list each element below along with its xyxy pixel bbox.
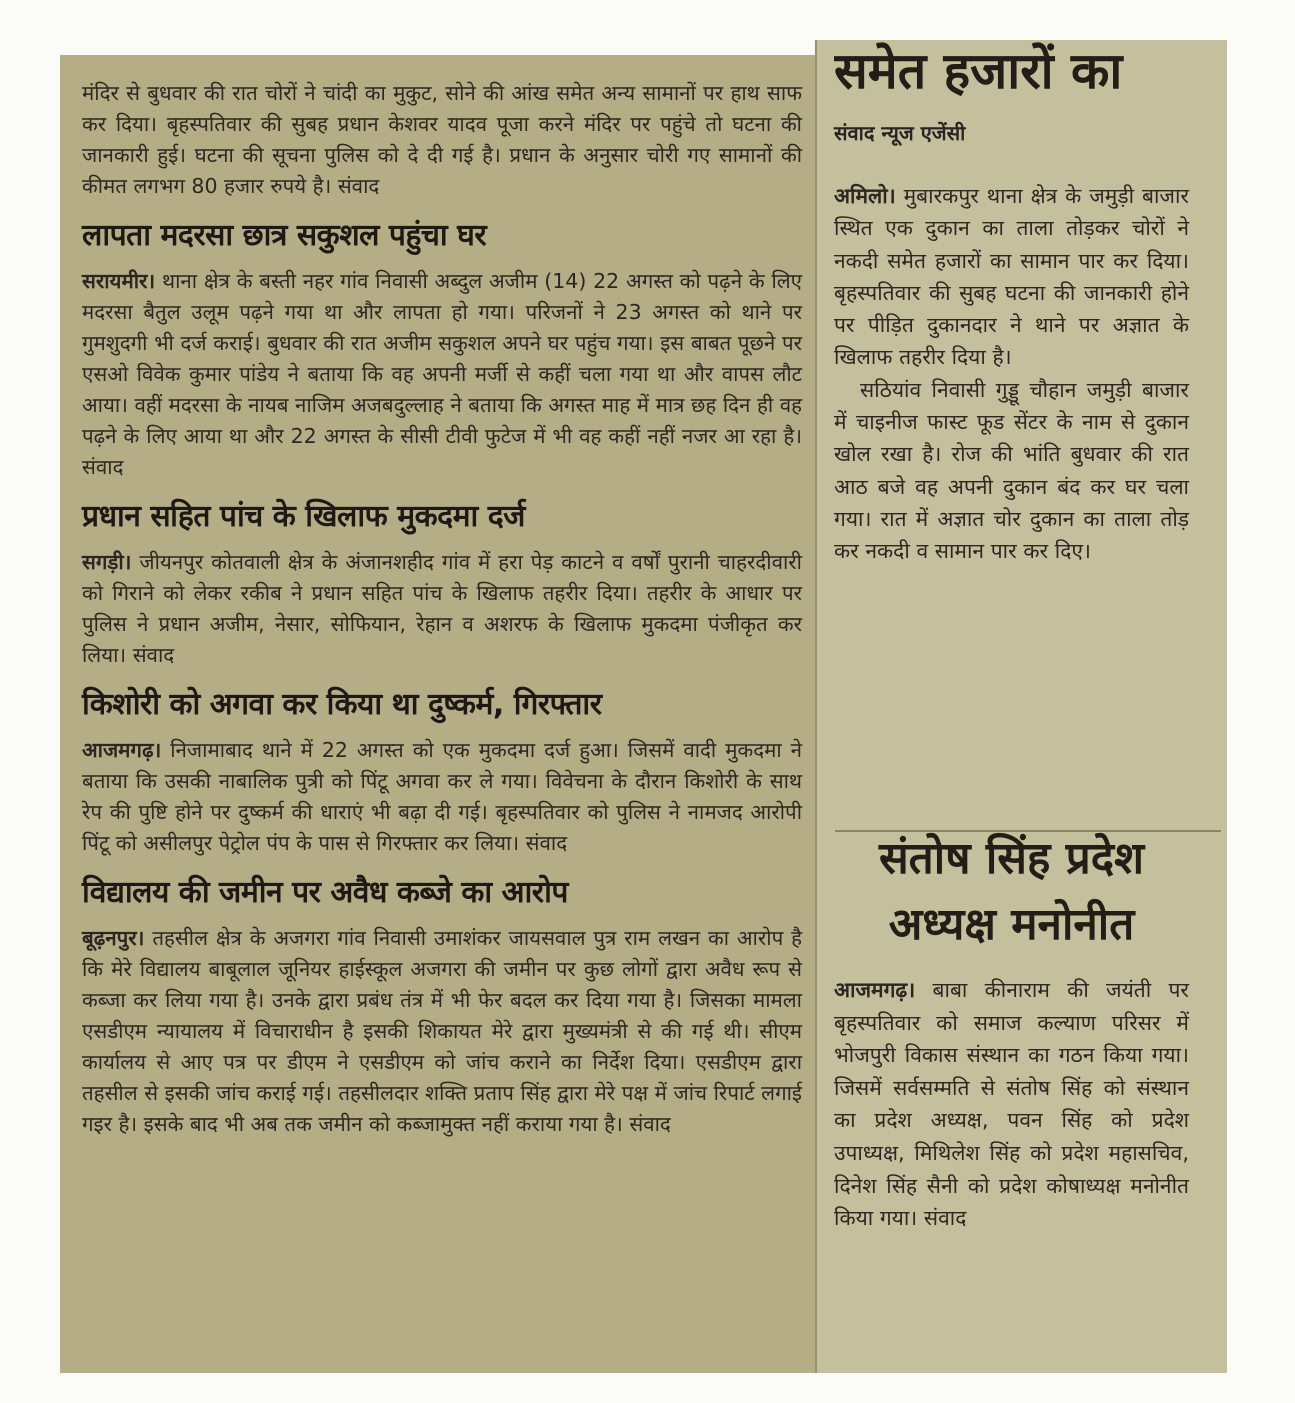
story-text: मुबारकपुर थाना क्षेत्र के जमुड़ी बाजार स्थित एक दुकान का ताला तोड़कर चोरों ने नकदी समेत हजारों का सामान पार कर दिया। बृहस्पतिवार की सुबह घटना की जानकारी होने पर पीड़ित दुकानदार ने थाने पर अज्ञात के खिलाफ तहरीर दिया है। <box>834 184 1189 370</box>
column-divider <box>815 40 817 1373</box>
left-column <box>82 78 802 1140</box>
story-body <box>82 923 802 1140</box>
story-dateline: अमिलो। <box>834 184 896 208</box>
story-text: तहसील क्षेत्र के अजगरा गांव निवासी उमाशंकर जायसवाल पुत्र राम लखन का आरोप है कि मेरे विद्यालय बाबूलाल जूनियर हाईस्कूल अजगरा की जमीन पर कुछ लोगों द्वारा अवैध रूप से कब्जा कर लिया गया है। उनके द्वारा प्रबंध तंत्र में भी फेर बदल कर दिया गया है। जिसका मामला एसडीएम न्यायालय में विचाराधीन है इसकी शिकायत मेरे द्वारा मुख्यमंत्री से की गई थी। सीएम कार्यालय से आए पत्र पर डीएम ने एसडीएम को जांच कराने का निर्देश दिया। एसडीएम द्वारा तहसील से इसकी जांच कराई गई। तहसीलदार शक्ति प्रताप सिंह द्वारा मेरे पक्ष में जांच रिपार्ट लगाई गइर है। इसके बाद भी अब तक जमीन को कब्जामुक्त नहीं कराया गया है। संवाद <box>82 926 802 1136</box>
story-dateline: सगड़ी। <box>82 550 132 574</box>
story-dateline: आजमगढ़। <box>82 738 162 762</box>
story-headline: लापता मदरसा छात्र सकुशल पहुंचा घर <box>82 218 487 253</box>
story-arrest <box>82 685 802 859</box>
story-body-second: सठियांव निवासी गुड्डू चौहान जमुड़ी बाजार में चाइनीज फास्ट फूड सेंटर के नाम से दुकान खोल रखा है। रोज की भांति बुधवार की रात आठ बजे वह अपनी दुकान बंद कर घर चला गया। रात में अज्ञात चोर दुकान का ताला तोड़ कर नकदी व सामान पार कर दिए। <box>834 377 1189 564</box>
right-column-top <box>834 42 1189 568</box>
story-case-filed <box>82 497 802 671</box>
story-school-land <box>82 873 802 1140</box>
news-agency: संवाद न्यूज एजेंसी <box>834 121 966 145</box>
story-body <box>834 974 1189 1235</box>
story-missing-student <box>82 216 802 483</box>
story-headline: विद्यालय की जमीन पर अवैध कब्जे का आरोप <box>82 875 568 910</box>
story-dateline: बूढ़नपुर। <box>82 926 145 950</box>
story-headline: किशोरी को अगवा कर किया था दुष्कर्म, गिरफ्तार <box>82 687 602 722</box>
story-text: निजामाबाद थाने में 22 अगस्त को एक मुकदमा दर्ज हुआ। जिसमें वादी मुकदमा ने बताया कि उसकी नाबालिक पुत्री को पिंटू अगवा कर ले गया। विवेचना के दौरान किशोरी के साथ रेप की पुष्टि होने पर दुष्कर्म की धाराएं भी बढ़ा दी गई। बृहस्पतिवार को पुलिस ने नामजद आरोपी पिंटू को असीलपुर पेट्रोल पंप के पास से गिरफ्तार कर लिया। संवाद <box>82 738 802 855</box>
story-body <box>82 266 802 483</box>
story-dateline: सरायमीर। <box>82 269 156 293</box>
story-headline: प्रधान सहित पांच के खिलाफ मुकदमा दर्ज <box>82 499 525 534</box>
right-column-bottom <box>834 826 1189 1235</box>
story-dateline: आजमगढ़। <box>834 978 916 1002</box>
story-body <box>834 180 1189 374</box>
story-text: थाना क्षेत्र के बस्ती नहर गांव निवासी अब्दुल अजीम (14) 22 अगस्त को पढ़ने के लिए मदरसा बैतुल उलूम पढ़ने गया था और लापता हो गया। परिजनों ने 23 अगस्त को थाने पर गुमशुदगी भी दर्ज कराई। बुधवार की रात अजीम सकुशल अपने घर पहुंच गया। इस बाबत पूछने पर एसओ विवेक कुमार पांडेय ने बताया कि वह अपनी मर्जी से कहीं चला गया था और वापस लौट आया। वहीं मदरसा के नायब नाजिम अजबदुल्लाह ने बताया कि अगस्त माह में मात्र छह दिन ही वह पढ़ने के लिए आया था और 22 अगस्त के सीसी टीवी फुटेज में भी वह कहीं नहीं नजर आ रहा है। संवाद <box>82 269 802 479</box>
intro-fragment: मंदिर से बुधवार की रात चोरों ने चांदी का मुकुट, सोने की आंख समेत अन्य सामानों पर हाथ साफ कर दिया। बृहस्पतिवार की सुबह प्रधान केशवर यादव पूजा करने मंदिर पर पहुंचे तो घटना की जानकारी हुई। घटना की सूचना पुलिस को दे दी गई है। प्रधान के अनुसार चोरी गए सामानों की कीमत लगभग 80 हजार रुपये है। संवाद <box>82 81 802 198</box>
story-headline: समेत हजारों का <box>834 42 1123 100</box>
story-body <box>82 735 802 859</box>
story-headline-line1: संतोष सिंह प्रदेश <box>878 833 1145 884</box>
story-text: बाबा कीनाराम की जयंती पर बृहस्पतिवार को समाज कल्याण परिसर में भोजपुरी विकास संस्थान का गठन किया गया। जिसमें सर्वसम्मति से संतोष सिंह को संस्थान का प्रदेश अध्यक्ष, पवन सिंह को प्रदेश उपाध्यक्ष, मिथिलेश सिंह को प्रदेश महासचिव, दिनेश सिंह सैनी को प्रदेश कोषाध्यक्ष मनोनीत किया गया। संवाद <box>834 978 1190 1231</box>
story-body <box>82 547 802 671</box>
story-headline-line2: अध्यक्ष मनोनीत <box>888 899 1135 950</box>
story-text: जीयनपुर कोतवाली क्षेत्र के अंजानशहीद गांव में हरा पेड़ काटने व वर्षों पुरानी चाहरदीवारी को गिराने को लेकर रकीब ने प्रधान सहित पांच के खिलाफ तहरीर दिया। तहरीर के आधार पर पुलिस ने प्रधान अजीम, नेसार, सोफियान, रेहान व अशरफ के खिलाफ मुकदमा पंजीकृत कर लिया। संवाद <box>82 550 802 667</box>
